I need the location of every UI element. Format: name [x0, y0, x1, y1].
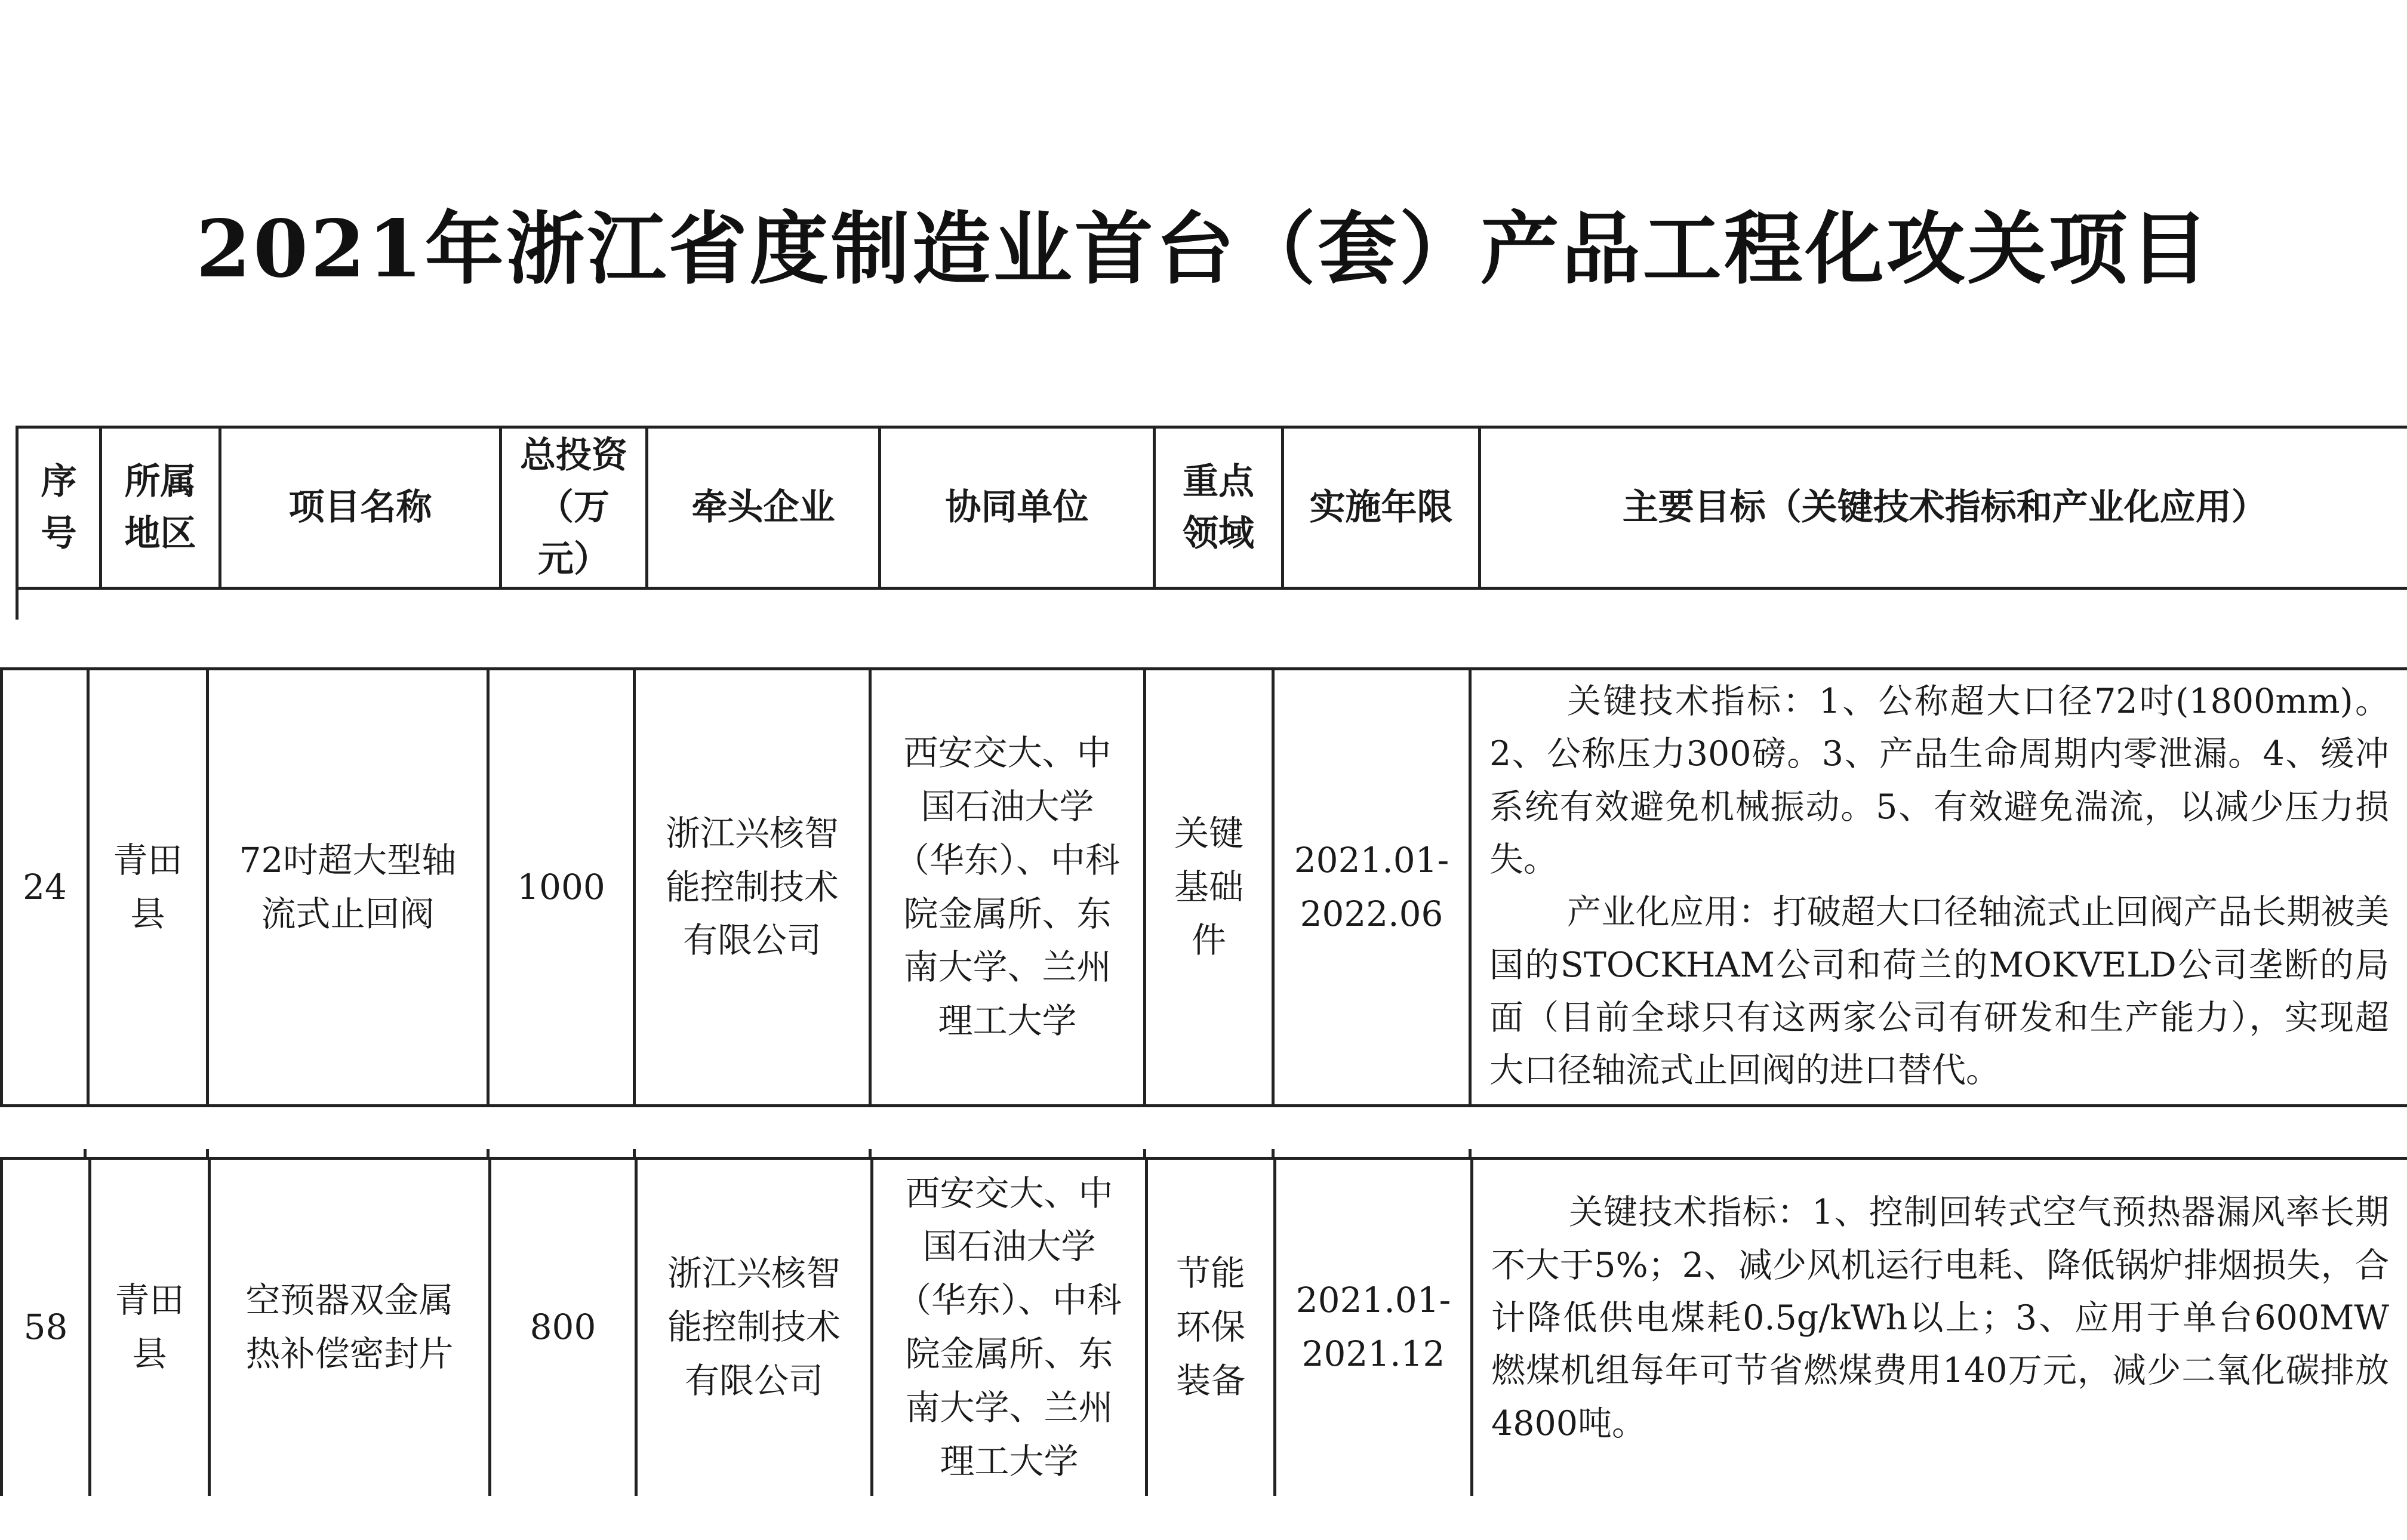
goal-tech-text: 关键技术指标：1、控制回转式空气预热器漏风率长期不大于5%；2、减少风机运行电耗、降低锅炉排烟损失，合计降低供电煤耗0.5g/kWh以上；3、应用于单台600MW燃煤机组每年可节省燃煤费用140万元，减少二氧化碳排放4800吨。 — [1491, 1193, 2389, 1443]
cell-partner: 西安交大、中国石油大学（华东）、中科院金属所、东南大学、兰州理工大学 — [872, 1159, 1147, 1496]
cell-investment: 1000 — [488, 669, 635, 1106]
cell-lead: 浙江兴核智能控制技术有限公司 — [635, 669, 870, 1106]
header-region: 所属地区 — [101, 427, 220, 589]
cell-goal — [1470, 669, 2407, 1106]
cell-investment: 800 — [490, 1159, 636, 1496]
page-title: 2021年浙江省度制造业首台（套）产品工程化攻关项目 — [196, 203, 2211, 295]
cell-field: 关键基础件 — [1145, 669, 1273, 1106]
table-header — [16, 426, 2407, 590]
cell-project: 72吋超大型轴流式止回阀 — [208, 669, 488, 1106]
table-row — [0, 667, 2407, 1107]
cell-project: 空预器双金属热补偿密封片 — [210, 1159, 490, 1496]
goal-app-text: 产业化应用：打破超大口径轴流式止回阀产品长期被美国的STOCKHAM公司和荷兰的MOKVELD公司垄断的局面（目前全球只有这两家公司有研发和生产能力），实现超大口径轴流式止回阀的进口替代。 — [1489, 892, 2389, 1091]
cell-partner: 西安交大、中国石油大学（华东）、中科院金属所、东南大学、兰州理工大学 — [870, 669, 1145, 1106]
cell-field: 节能环保装备 — [1147, 1159, 1275, 1496]
table-divider — [16, 587, 19, 620]
header-seq: 序号 — [17, 427, 101, 589]
header-field: 重点领域 — [1155, 427, 1283, 589]
header-goal: 主要目标（关键技术指标和产业化应用） — [1480, 427, 2407, 589]
header-lead: 牵头企业 — [647, 427, 880, 589]
cell-lead: 浙江兴核智能控制技术有限公司 — [636, 1159, 872, 1496]
cell-region: 青田县 — [88, 669, 208, 1106]
table-row — [0, 1157, 2407, 1496]
header-project: 项目名称 — [220, 427, 501, 589]
header-partner: 协同单位 — [880, 427, 1155, 589]
cell-seq: 24 — [2, 669, 88, 1106]
cell-region: 青田县 — [90, 1159, 210, 1496]
cell-period: 2021.01-2021.12 — [1275, 1159, 1472, 1496]
cell-goal — [1472, 1159, 2407, 1496]
header-period: 实施年限 — [1283, 427, 1480, 589]
header-investment: 总投资（万元） — [501, 427, 647, 589]
goal-tech-text: 关键技术指标：1、公称超大口径72吋(1800mm)。2、公称压力300磅。3、产品生命周期内零泄漏。4、缓冲系统有效避免机械振动。5、有效避免湍流，以减少压力损失。 — [1489, 682, 2389, 880]
cell-period: 2021.01-2022.06 — [1273, 669, 1470, 1106]
cell-seq: 58 — [2, 1159, 90, 1496]
